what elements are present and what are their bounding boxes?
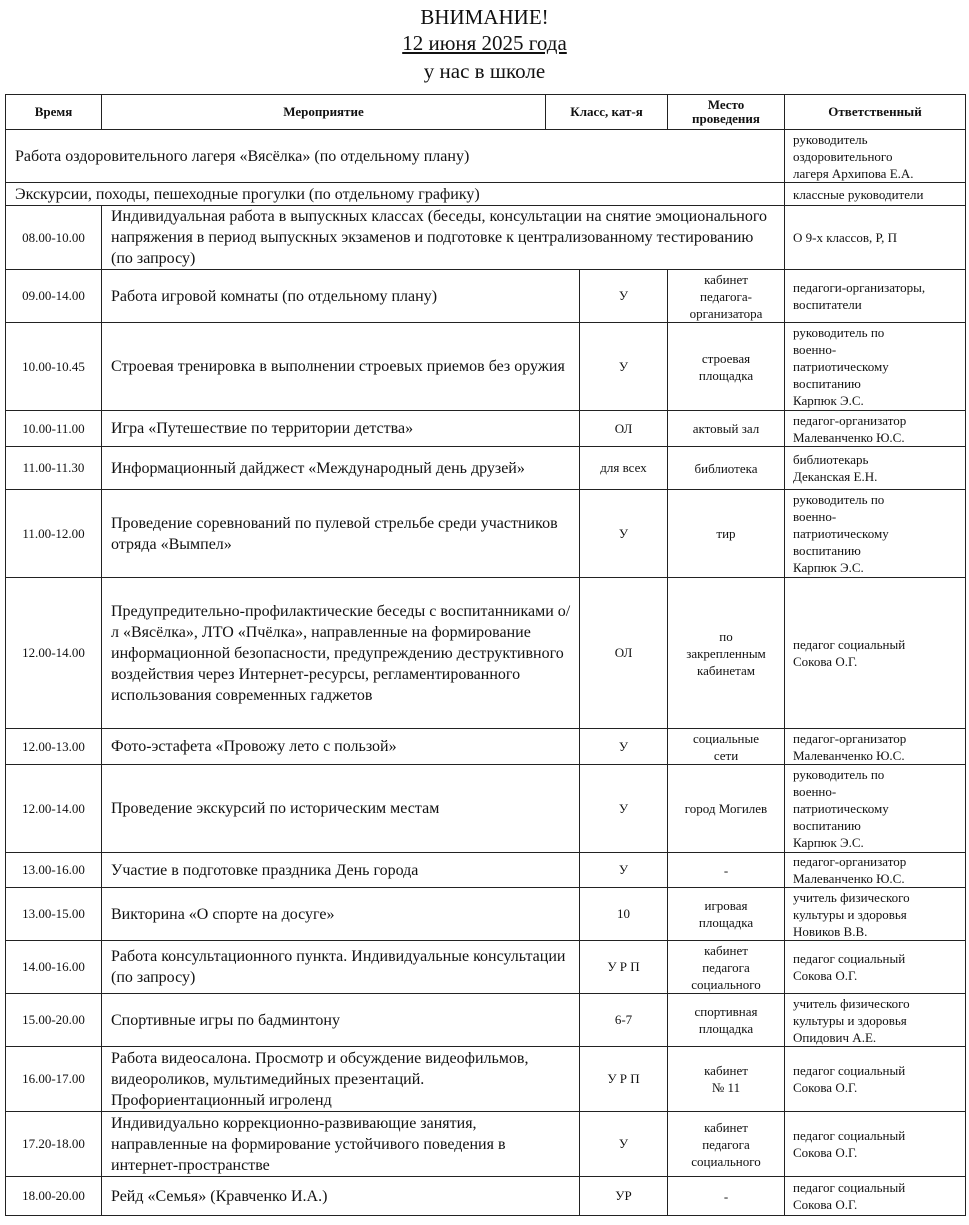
- event-cell: Проведение экскурсий по историческим местам: [102, 765, 580, 853]
- table-row: [6, 206, 966, 270]
- responsible-cell: учитель физического культуры и здоровья Опидович А.Е.: [785, 994, 966, 1047]
- responsible-cell: руководитель по военно- патриотическому воспитанию Карпюк Э.С.: [785, 765, 966, 853]
- responsible-cell: педагог социальный Сокова О.Г.: [785, 1112, 966, 1177]
- event-cell: Экскурсии, походы, пешеходные прогулки (по отдельному графику): [6, 183, 785, 206]
- class-cell: У Р П: [580, 1047, 668, 1112]
- subtitle: у нас в школе: [423, 59, 546, 83]
- event-cell: Работа оздоровительного лагеря «Вясёлка» (по отдельному плану): [6, 130, 785, 183]
- place-cell: тир: [668, 490, 785, 578]
- class-cell: для всех: [580, 447, 668, 490]
- table-row: [6, 1177, 966, 1216]
- time-cell: 14.00-16.00: [6, 941, 102, 994]
- responsible-cell: руководитель оздоровительного лагеря Архипова Е.А.: [785, 130, 966, 183]
- time-cell: 13.00-16.00: [6, 853, 102, 888]
- class-cell: 6-7: [580, 994, 668, 1047]
- time-cell: 09.00-14.00: [6, 270, 102, 323]
- responsible-cell: педагог-организатор Малеванченко Ю.С.: [785, 853, 966, 888]
- event-cell: Работа консультационного пункта. Индивидуальные консультации (по запросу): [102, 941, 580, 994]
- event-cell: Работа игровой комнаты (по отдельному плану): [102, 270, 580, 323]
- event-cell: Игра «Путешествие по территории детства»: [102, 411, 580, 447]
- class-cell: У: [580, 270, 668, 323]
- table-row: [6, 490, 966, 578]
- place-cell: строевая площадка: [668, 323, 785, 411]
- class-cell: ОЛ: [580, 578, 668, 729]
- event-cell: Индивидуальная работа в выпускных классах (беседы, консультации на снятие эмоционального напряжения в период выпускных экзаменов и подготовке к централизованному тестированию (по запросу): [102, 206, 785, 270]
- time-cell: 12.00-14.00: [6, 578, 102, 729]
- responsible-cell: педагог социальный Сокова О.Г.: [785, 1047, 966, 1112]
- place-cell: по закрепленным кабинетам: [668, 578, 785, 729]
- time-cell: 16.00-17.00: [6, 1047, 102, 1112]
- event-cell: Участие в подготовке праздника День города: [102, 853, 580, 888]
- table-row: [6, 1047, 966, 1112]
- table-row: [6, 941, 966, 994]
- time-cell: 13.00-15.00: [6, 888, 102, 941]
- place-cell: -: [668, 1177, 785, 1216]
- table-row: [6, 447, 966, 490]
- event-cell: Индивидуально коррекционно-развивающие занятия, направленные на формирование устойчивого поведения в интернет-пространстве: [102, 1112, 580, 1177]
- event-cell: Предупредительно-профилактические беседы с воспитанниками о/л «Вясёлка», ЛТО «Пчёлка», направленные на формирование информационной безопасности, предупреждению деструктивного воздействия через Интернет-ресурсы, регламентированного использования современных гаджетов: [102, 578, 580, 729]
- class-cell: 10: [580, 888, 668, 941]
- place-cell: -: [668, 853, 785, 888]
- time-cell: 08.00-10.00: [6, 206, 102, 270]
- event-cell: Проведение соревнований по пулевой стрельбе среди участников отряда «Вымпел»: [102, 490, 580, 578]
- place-cell: кабинет № 11: [668, 1047, 785, 1112]
- column-header-time: Время: [6, 95, 102, 130]
- class-cell: У: [580, 729, 668, 765]
- place-cell: кабинет педагога социального: [668, 941, 785, 994]
- responsible-cell: педагоги-организаторы, воспитатели: [785, 270, 966, 323]
- time-cell: 10.00-11.00: [6, 411, 102, 447]
- responsible-cell: педагог социальный Сокова О.Г.: [785, 941, 966, 994]
- column-header-place: Место проведения: [668, 95, 785, 130]
- table-header-row: [6, 95, 966, 130]
- event-cell: Фото-эстафета «Провожу лето с пользой»: [102, 729, 580, 765]
- table-row: [6, 729, 966, 765]
- event-cell: Работа видеосалона. Просмотр и обсуждение видеофильмов, видеороликов, мультимедийных презентаций. Профориентационный игроленд: [102, 1047, 580, 1112]
- time-cell: 17.20-18.00: [6, 1112, 102, 1177]
- time-cell: 11.00-12.00: [6, 490, 102, 578]
- place-cell: кабинет педагога- организатора: [668, 270, 785, 323]
- table-row: [6, 765, 966, 853]
- class-cell: У: [580, 490, 668, 578]
- responsible-cell: О 9-х классов, Р, П: [785, 206, 966, 270]
- responsible-cell: учитель физического культуры и здоровья Новиков В.В.: [785, 888, 966, 941]
- event-cell: Спортивные игры по бадминтону: [102, 994, 580, 1047]
- place-cell: социальные сети: [668, 729, 785, 765]
- table-row: [6, 578, 966, 729]
- responsible-cell: педагог социальный Сокова О.Г.: [785, 578, 966, 729]
- responsible-cell: классные руководители: [785, 183, 966, 206]
- responsible-cell: педагог социальный Сокова О.Г.: [785, 1177, 966, 1216]
- class-cell: У: [580, 323, 668, 411]
- table-row: [6, 183, 966, 206]
- time-cell: 18.00-20.00: [6, 1177, 102, 1216]
- time-cell: 10.00-10.45: [6, 323, 102, 411]
- event-cell: Викторина «О спорте на досуге»: [102, 888, 580, 941]
- table-row: [6, 994, 966, 1047]
- class-cell: У: [580, 853, 668, 888]
- table-row: [6, 853, 966, 888]
- time-cell: 12.00-13.00: [6, 729, 102, 765]
- event-cell: Рейд «Семья» (Кравченко И.А.): [102, 1177, 580, 1216]
- place-cell: спортивная площадка: [668, 994, 785, 1047]
- class-cell: У: [580, 1112, 668, 1177]
- table-row: [6, 888, 966, 941]
- responsible-cell: педагог-организатор Малеванченко Ю.С.: [785, 411, 966, 447]
- place-cell: город Могилев: [668, 765, 785, 853]
- event-cell: Строевая тренировка в выполнении строевых приемов без оружия: [102, 323, 580, 411]
- table-row: [6, 270, 966, 323]
- date-title: 12 июня 2025 года: [402, 31, 567, 55]
- schedule-table: [5, 94, 966, 1216]
- attention-title: ВНИМАНИЕ!: [420, 5, 549, 29]
- table-row: [6, 323, 966, 411]
- table-row: [6, 1112, 966, 1177]
- table-row: [6, 411, 966, 447]
- event-cell: Информационный дайджест «Международный день друзей»: [102, 447, 580, 490]
- responsible-cell: руководитель по военно- патриотическому воспитанию Карпюк Э.С.: [785, 323, 966, 411]
- column-header-class: Класс, кат-я: [546, 95, 668, 130]
- place-cell: библиотека: [668, 447, 785, 490]
- time-cell: 15.00-20.00: [6, 994, 102, 1047]
- place-cell: кабинет педагога социального: [668, 1112, 785, 1177]
- class-cell: УР: [580, 1177, 668, 1216]
- class-cell: У Р П: [580, 941, 668, 994]
- column-header-responsible: Ответственный: [785, 95, 966, 130]
- table-row: [6, 130, 966, 183]
- responsible-cell: библиотекарь Деканская Е.Н.: [785, 447, 966, 490]
- column-header-event: Мероприятие: [102, 95, 546, 130]
- time-cell: 12.00-14.00: [6, 765, 102, 853]
- responsible-cell: педагог-организатор Малеванченко Ю.С.: [785, 729, 966, 765]
- time-cell: 11.00-11.30: [6, 447, 102, 490]
- place-cell: игровая площадка: [668, 888, 785, 941]
- place-cell: актовый зал: [668, 411, 785, 447]
- responsible-cell: руководитель по военно- патриотическому воспитанию Карпюк Э.С.: [785, 490, 966, 578]
- class-cell: ОЛ: [580, 411, 668, 447]
- class-cell: У: [580, 765, 668, 853]
